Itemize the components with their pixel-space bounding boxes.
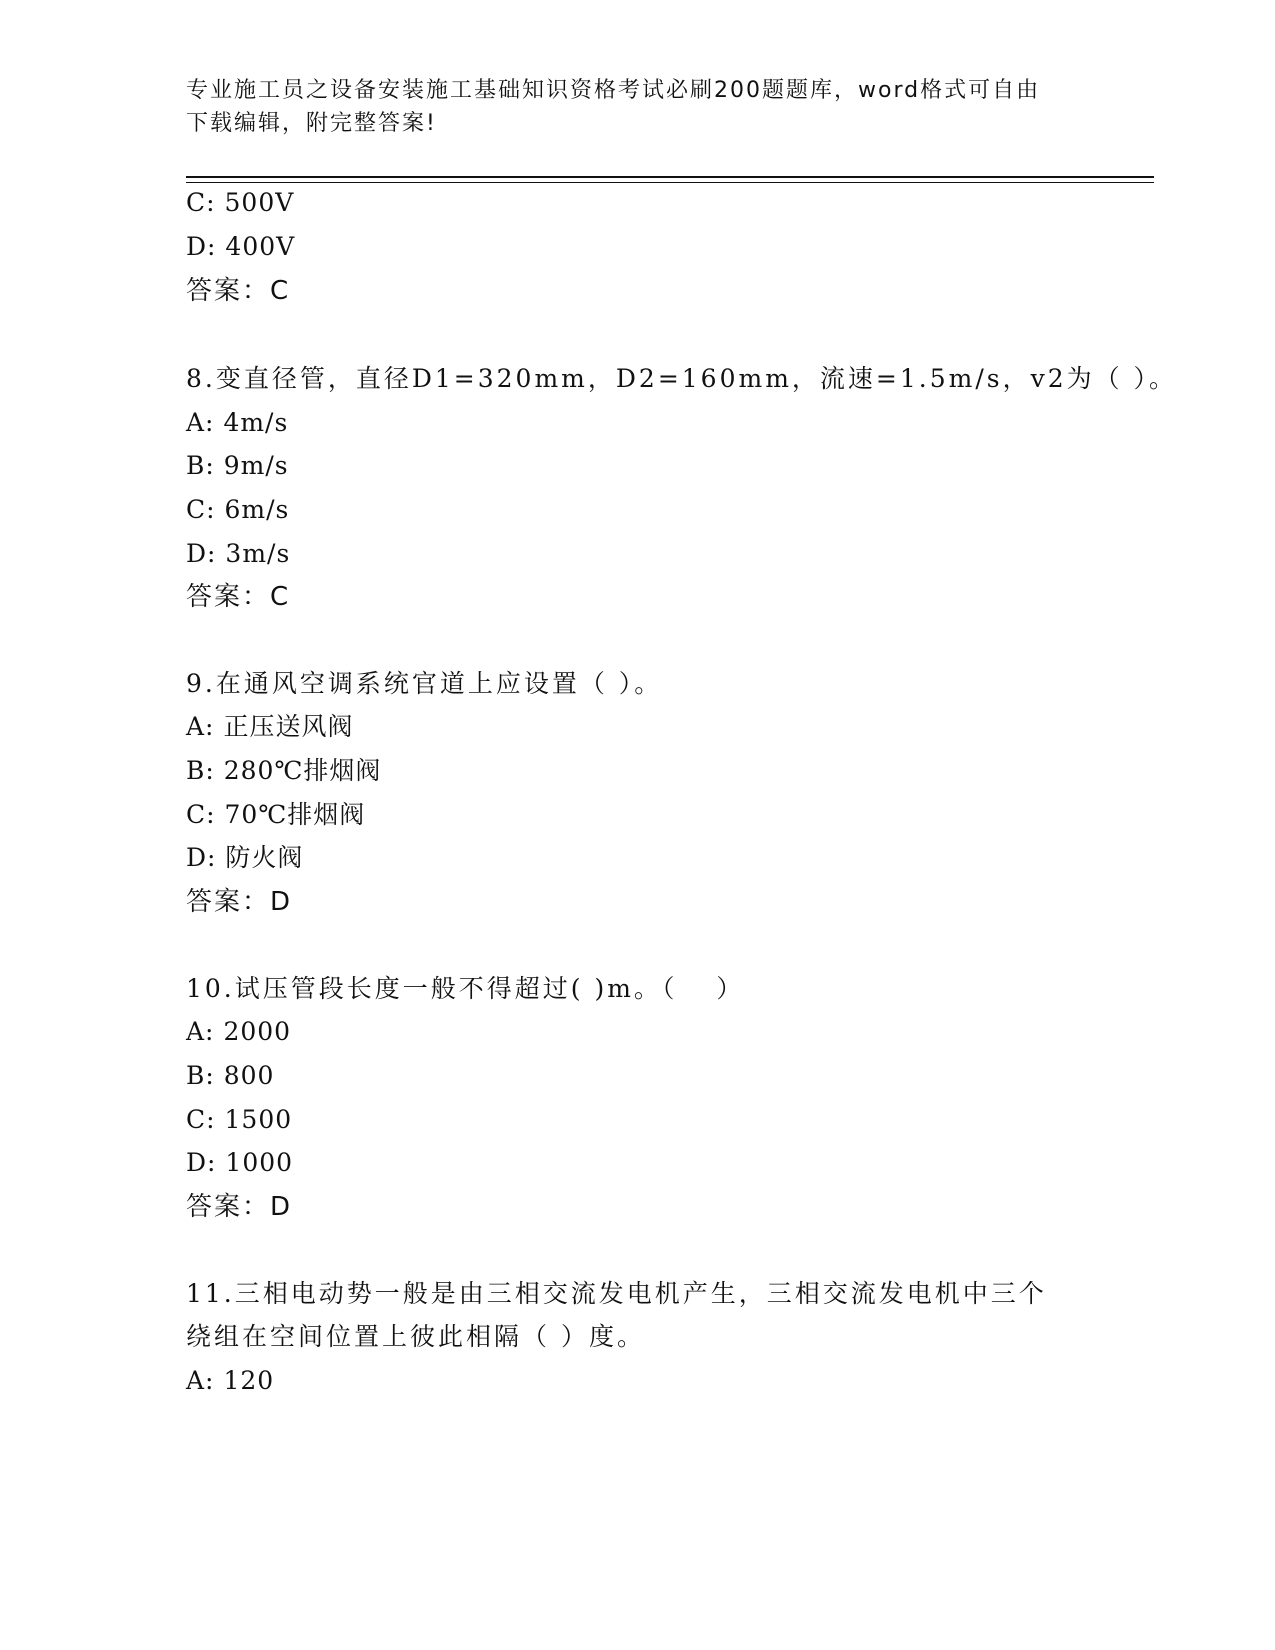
question-10-answer: 答案：D	[186, 1192, 293, 1222]
question-9-text: 9.在通风空调系统官道上应设置（ ）。	[186, 669, 663, 698]
answer-line: 答案：C	[186, 276, 291, 306]
question-8-answer: 答案：C	[186, 582, 291, 612]
question-10-option-b: B: 800	[186, 1061, 275, 1090]
question-9-option-d: D: 防火阀	[186, 843, 304, 872]
question-11-text-line-2: 绕组在空间位置上彼此相隔（ ）度。	[186, 1322, 645, 1351]
option-d: D: 400V	[186, 232, 296, 261]
question-8-option-b: B: 9m/s	[186, 451, 289, 480]
option-c: C: 500V	[186, 188, 295, 217]
question-10-option-c: C: 1500	[186, 1105, 293, 1134]
question-11-option-a: A: 120	[186, 1366, 275, 1395]
header-line-1: 专业施工员之设备安装施工基础知识资格考试必刷200题题库，word格式可自由	[186, 78, 1041, 103]
question-10-option-a: A: 2000	[186, 1017, 292, 1046]
question-11-text-line-1: 11.三相电动势一般是由三相交流发电机产生，三相交流发电机中三个	[186, 1279, 1047, 1308]
header-divider-thin	[186, 182, 1154, 183]
header-line-2: 下载编辑，附完整答案!	[186, 111, 437, 136]
question-8-option-a: A: 4m/s	[186, 408, 289, 437]
question-9-option-c: C: 70℃排烟阀	[186, 800, 366, 829]
question-9-option-b: B: 280℃排烟阀	[186, 756, 382, 785]
question-9-option-a: A: 正压送风阀	[186, 712, 354, 741]
header-divider-thick	[186, 176, 1154, 178]
question-9-answer: 答案：D	[186, 887, 293, 917]
question-8-option-c: C: 6m/s	[186, 495, 290, 524]
question-8-text: 8.变直径管，直径D1=320mm，D2=160mm，流速=1.5m/s，v2为（ ）。	[186, 364, 1178, 393]
question-10-text: 10.试压管段长度一般不得超过( )m。（ ）	[186, 974, 745, 1003]
document-header	[186, 74, 1066, 140]
question-8-option-d: D: 3m/s	[186, 539, 291, 568]
question-10-option-d: D: 1000	[186, 1148, 294, 1177]
